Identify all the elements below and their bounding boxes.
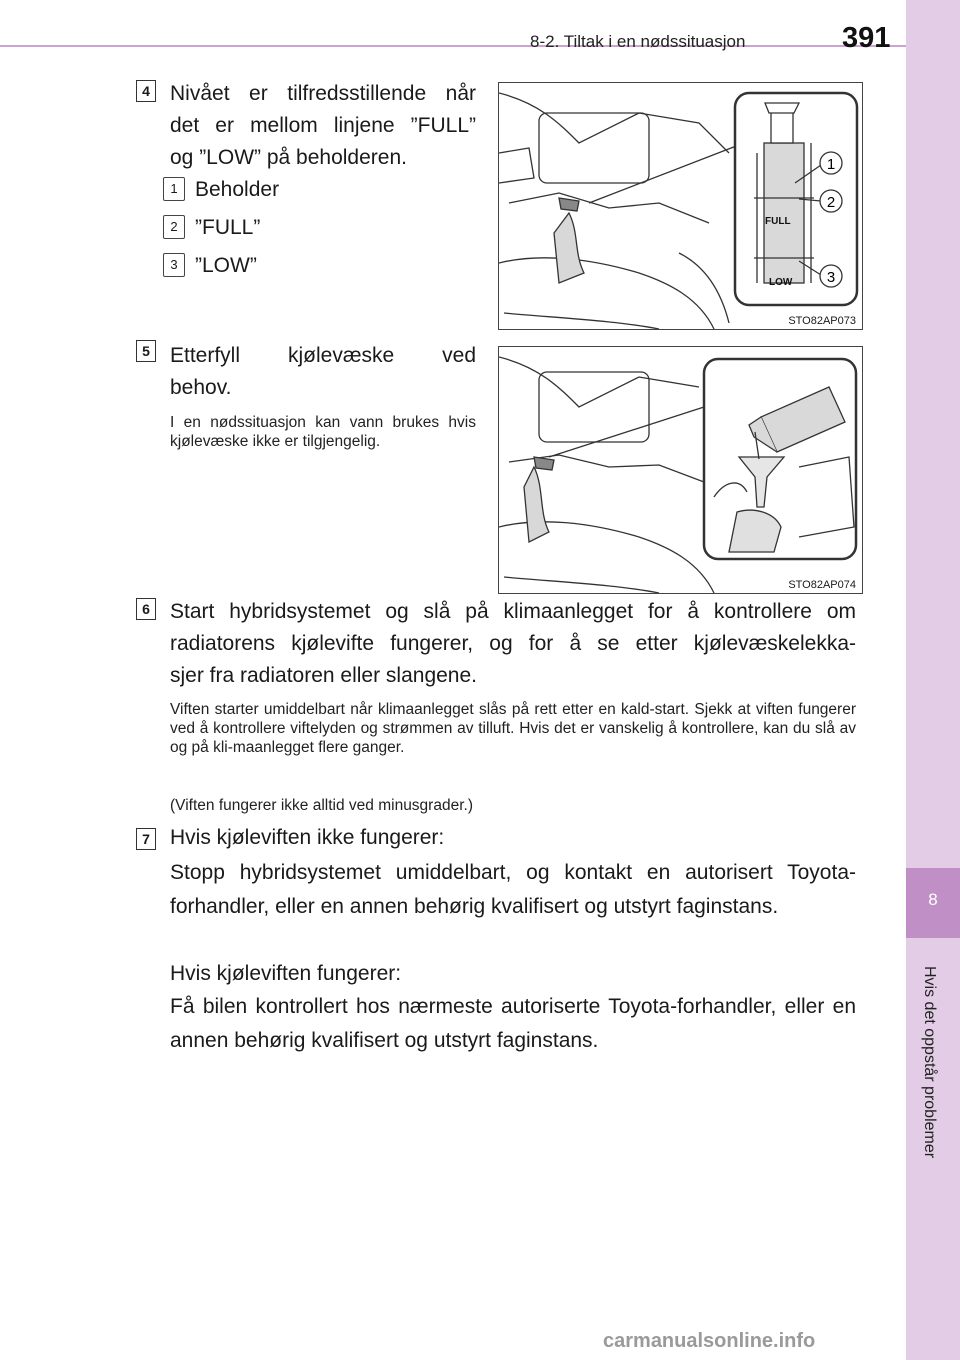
step-4-line-2: det er mellom linjene ”FULL” xyxy=(170,114,476,137)
step-4-line-1: Nivået er tilfredsstillende når xyxy=(170,82,476,105)
step-4-marker: 4 xyxy=(136,80,156,102)
header-rule xyxy=(0,45,906,47)
refill-illustration xyxy=(499,347,862,593)
step-6-line-3: sjer fra radiatoren eller slangene. xyxy=(170,664,478,687)
step-5-line-2: behov. xyxy=(170,376,232,399)
step-5-marker: 5 xyxy=(136,340,156,362)
chapter-title: Hvis det oppstår problemer xyxy=(921,966,938,1159)
step-4-text xyxy=(170,78,476,174)
watermark: carmanualsonline.info xyxy=(603,1330,816,1352)
page-number: 391 xyxy=(842,22,891,54)
chapter-number: 8 xyxy=(928,890,938,909)
legend-number-1: 1 xyxy=(163,177,185,201)
step-6-note-1: Viften starter umiddelbart når klimaanlegget slås på rett etter en kald-start. Sjekk at viften fungerer ved å kontrollere viftelyden og strømmen av tilluft. Hvis det er vanskelig å kontrollere, kan du slå av og på kli-maanlegget flere ganger. xyxy=(170,701,856,756)
step-7-marker: 7 xyxy=(136,828,156,850)
coolant-reservoir-figure xyxy=(498,82,863,330)
figure-code-2: STO82AP074 xyxy=(788,579,856,591)
step-6-line-1: Start hybridsystemet og slå på klimaanlegget for å kontrollere om xyxy=(170,600,856,623)
step-4-line-3: og ”LOW” på beholderen. xyxy=(170,146,407,169)
step-7-p2-body: Få bilen kontrollert hos nærmeste autoriserte Toyota-forhandler, eller en annen behørig kvalifisert og utstyrt faginstans. xyxy=(170,995,856,1052)
step-6-marker: 6 xyxy=(136,598,156,620)
tank-full-mark: FULL xyxy=(765,216,791,227)
legend-number-3: 3 xyxy=(163,253,185,277)
step-6-text xyxy=(170,596,856,692)
step-7-p2-head: Hvis kjøleviften fungerer: xyxy=(170,962,402,985)
step-6-note-2: (Viften fungerer ikke alltid ved minusgrader.) xyxy=(170,797,473,814)
step-7-p1-body: Stopp hybridsystemet umiddelbart, og kontakt en autorisert Toyota-forhandler, eller en annen behørig kvalifisert og utstyrt faginstans. xyxy=(170,861,856,918)
legend-number-2: 2 xyxy=(163,215,185,239)
callout-1: 1 xyxy=(826,156,836,173)
legend-label-3: ”LOW” xyxy=(195,254,257,277)
callout-3: 3 xyxy=(826,269,836,286)
step-6-line-2: radiatorens kjølevifte fungerer, og for å se etter kjølevæskelekka- xyxy=(170,632,856,655)
tank-low-mark: LOW xyxy=(769,277,793,288)
engine-bay-illustration xyxy=(499,83,862,329)
figure-code-1: STO82AP073 xyxy=(788,315,856,327)
step-5-text xyxy=(170,340,476,404)
step-5-note: I en nødssituasjon kan vann brukes hvis kjølevæske ikke er tilgjengelig. xyxy=(170,414,476,450)
callout-2: 2 xyxy=(826,194,836,211)
section-title: 8-2. Tiltak i en nødssituasjon xyxy=(530,32,746,51)
legend-label-1: Beholder xyxy=(195,178,280,201)
step-5-line-1: Etterfyll kjølevæske ved xyxy=(170,344,476,367)
legend-label-2: ”FULL” xyxy=(195,216,261,239)
step-7-p1-head: Hvis kjøleviften ikke fungerer: xyxy=(170,826,445,849)
refill-coolant-figure xyxy=(498,346,863,594)
